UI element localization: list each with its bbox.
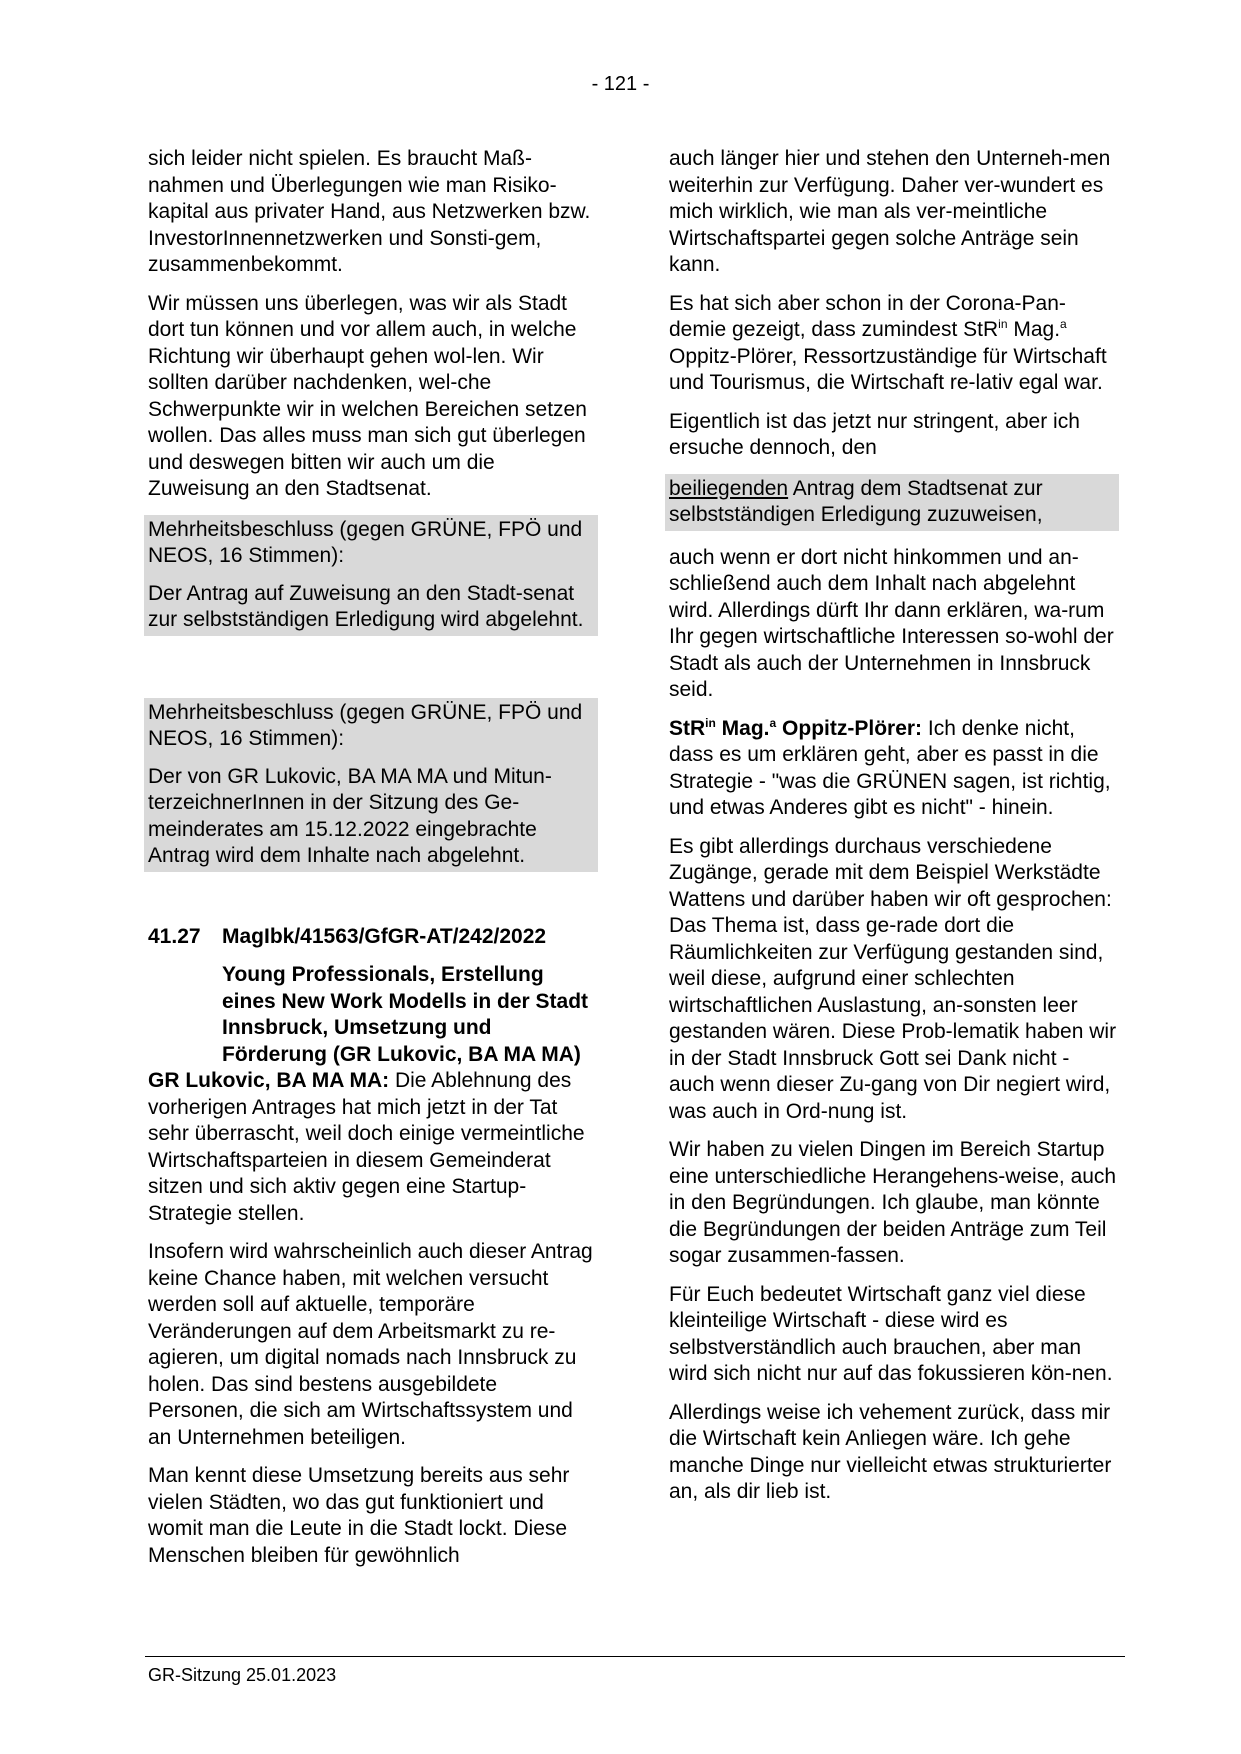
paragraph: Eigentlich ist das jetzt nur stringent, aber ich ersuche dennoch, den xyxy=(669,409,1080,459)
spacer xyxy=(148,650,598,698)
resolution-box xyxy=(144,515,598,636)
superscript: in xyxy=(998,317,1008,331)
agenda-item-number: 41.27 xyxy=(148,924,201,948)
left-column xyxy=(148,146,598,1581)
agenda-item-header xyxy=(148,924,598,951)
superscript: a xyxy=(769,715,777,730)
page-number: - 121 - xyxy=(591,73,650,95)
paragraph: Wir haben zu vielen Dingen im Bereich Startup eine unterschiedliche Herangehens-weise, auch in den Begründungen. Ich glaube, man könnte die Begründungen der beiden Anträge zum Teil sogar zusammen-fassen. xyxy=(669,1138,1117,1267)
speech-paragraph xyxy=(148,1068,598,1227)
agenda-item-title: Young Professionals, Erstellung eines New Work Modells in der Stadt Innsbruck, Umsetzung und Förderung (GR Lukovic, BA MA MA) xyxy=(222,963,589,1066)
text-segment: Antrag dem Stadtsenat zur selbstständigen Erledigung zuzuweisen, xyxy=(669,476,1043,526)
speech-text: Die Ablehnung des vorherigen Antrages hat mich jetzt in der Tat sehr überrascht, weil doch einige vermeintliche Wirtschaftsparteien in diesem Gemeinderat sitzen und sich aktiv gegen eine Startup-Strategie stellen. xyxy=(148,1069,585,1225)
spacer xyxy=(148,886,598,924)
paragraph: Für Euch bedeutet Wirtschaft ganz viel diese kleinteilige Wirtschaft - diese wird es selbstverständlich auch brauchen, aber man wird sich nicht nur auf das fokussieren kön-nen. xyxy=(669,1282,1113,1385)
footer-divider xyxy=(145,1656,1125,1657)
paragraph: Es gibt allerdings durchaus verschiedene Zugänge, gerade mit dem Beispiel Werkstädte Wattens und darüber haben wir oft gesprochen: Das Thema ist, dass ge-rade dort die Räumlichkeiten zur Verfügung gestanden sind, weil diese, aufgrund einer schlechten wirtschaftlichen Auslastung, an-sonsten leer gestanden wären. Diese Prob-lematik haben wir in der Stadt Innsbruck Gott sei Dank nicht - auch wenn dieser Zu-gang von Dir negiert wird, was auch in Ord-nung ist. xyxy=(669,834,1117,1123)
speech-text: Ich denke nicht, dass es um erklären geht, aber es passt in die Strategie - "was die GRÜNEN sagen, ist richtig, und etwas Anderes gibt es nicht" - hinein. xyxy=(669,716,1111,819)
speaker-name xyxy=(669,717,922,740)
resolution-vote: Mehrheitsbeschluss (gegen GRÜNE, FPÖ und NEOS, 16 Stimmen): xyxy=(148,517,583,567)
text-segment: Mag. xyxy=(1007,318,1061,341)
text-segment: Oppitz-Plörer, Ressortzuständige für Wirtschaft und Tourismus, die Wirtschaft re-lativ egal war. xyxy=(669,344,1107,394)
resolution-text: Der von GR Lukovic, BA MA MA und Mitun-terzeichnerInnen in der Sitzung des Ge-meinderates am 15.12.2022 eingebrachte Antrag wird dem Inhalte nach abgelehnt. xyxy=(148,764,552,867)
text-segment: Es hat sich aber schon in der Corona-Pan-demie gezeigt, dass zumindest StR xyxy=(669,291,1066,341)
text-segment: Mag. xyxy=(715,716,770,740)
text-segment: StR xyxy=(669,716,706,740)
paragraph: Man kennt diese Umsetzung bereits aus sehr vielen Städten, wo das gut funktioniert und womit man die Leute in die Stadt lockt. Diese Menschen bleiben für gewöhnlich xyxy=(148,1464,570,1567)
paragraph: Wir müssen uns überlegen, was wir als Stadt dort tun können und vor allem auch, in welche Richtung wir überhaupt gehen wol-len. Wir sollten darüber nachdenken, wel-che Schwerpunkte wir in welchen Bereichen setzen wollen. Das alles muss man sich gut überlegen und deswegen bitten wir auch um die Zuweisung an den Stadtsenat. xyxy=(148,291,587,500)
paragraph: sich leider nicht spielen. Es braucht Maß-nahmen und Überlegungen wie man Risiko-kapital aus privater Hand, aus Netzwerken bzw. InvestorInnennetzwerken und Sonsti-gem, zusammenbekommt. xyxy=(148,147,591,276)
resolution-box xyxy=(144,698,598,872)
paragraph xyxy=(669,291,1119,397)
right-column xyxy=(669,146,1119,1518)
paragraph: auch wenn er dort nicht hinkommen und an-schließend auch dem Inhalt nach abgelehnt wird. Allerdings dürft Ihr dann erklären, wa-rum Ihr gegen wirtschaftliche Interessen so-wohl der Stadt als auch der Unternehmen in Innsbruck seid. xyxy=(669,545,1114,701)
superscript: in xyxy=(705,715,716,730)
speech-paragraph xyxy=(669,716,1119,822)
resolution-vote: Mehrheitsbeschluss (gegen GRÜNE, FPÖ und NEOS, 16 Stimmen): xyxy=(148,700,583,750)
text-segment: Oppitz-Plörer: xyxy=(776,716,923,740)
agenda-item-reference: MagIbk/41563/GfGR-AT/242/2022 xyxy=(222,924,547,948)
paragraph: Allerdings weise ich vehement zurück, dass mir die Wirtschaft kein Anliegen wäre. Ich gehe manche Dinge nur vielleicht etwas strukturierter an, als dir lieb ist. xyxy=(669,1400,1112,1503)
paragraph: auch länger hier und stehen den Unterneh-men weiterhin zur Verfügung. Daher ver-wundert es mich wirklich, wie man als ver-meintliche Wirtschaftspartei gegen solche Anträge sein kann. xyxy=(669,147,1111,276)
underlined-word: beiliegenden xyxy=(669,476,789,500)
speaker-name: GR Lukovic, BA MA MA: xyxy=(148,1069,390,1092)
motion-box xyxy=(665,474,1119,531)
footer-text: GR-Sitzung 25.01.2023 xyxy=(148,1665,337,1685)
paragraph: Insofern wird wahrscheinlich auch dieser Antrag keine Chance haben, mit welchen versucht werden soll auf aktuelle, temporäre Veränderungen auf dem Arbeitsmarkt zu re-agieren, um digital nomads nach Innsbruck zu holen. Das sind bestens ausgebildete Personen, die sich am Wirtschaftssystem und an Unternehmen beteiligen. xyxy=(148,1240,593,1449)
superscript: a xyxy=(1060,317,1067,331)
motion-text xyxy=(669,476,1115,529)
resolution-text: Der Antrag auf Zuweisung an den Stadt-senat zur selbstständigen Erledigung wird abgelehnt. xyxy=(148,581,584,631)
